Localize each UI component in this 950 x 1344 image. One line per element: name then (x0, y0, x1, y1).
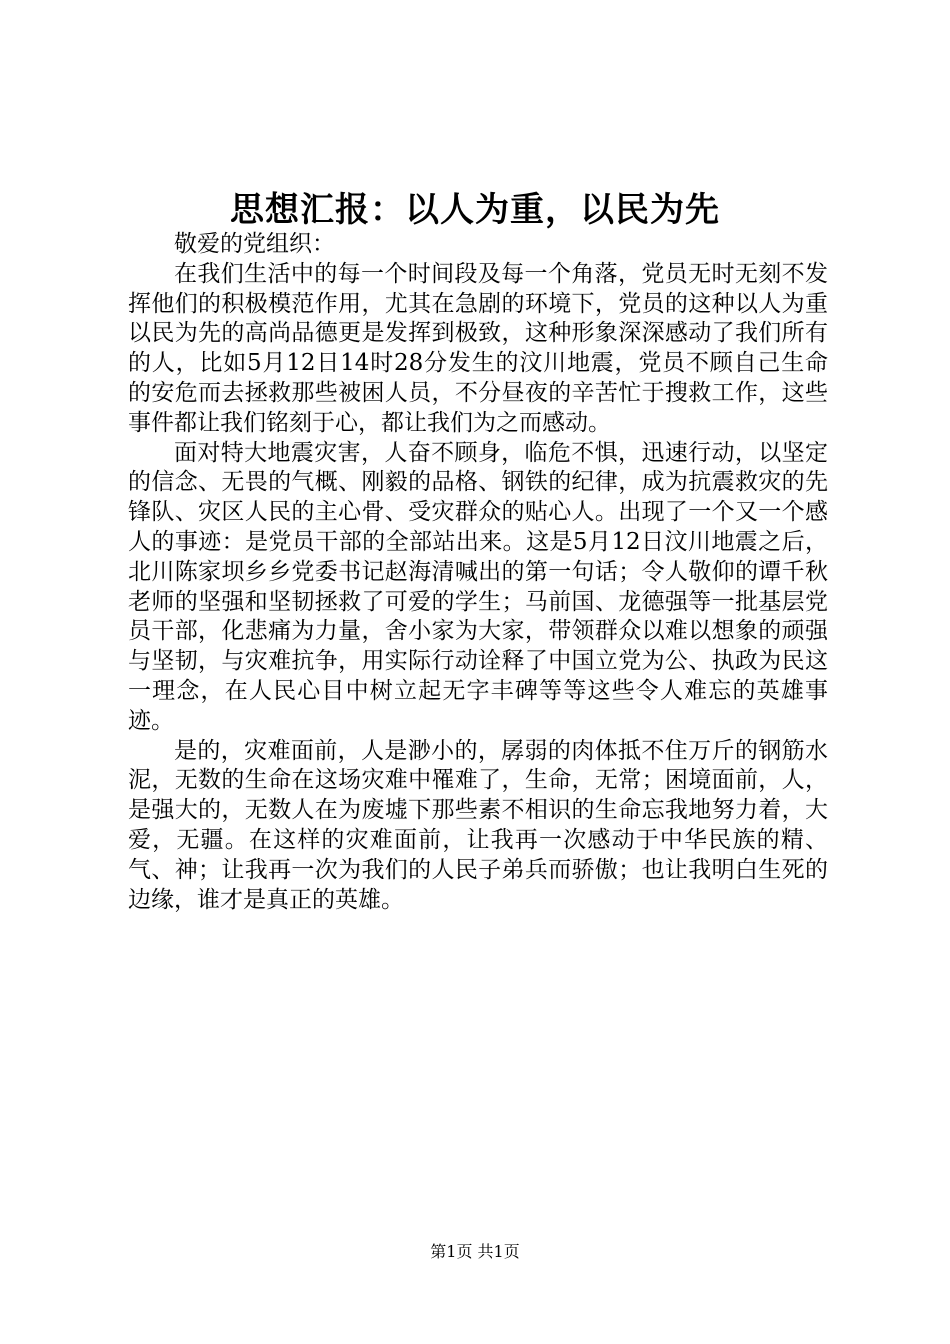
page-number-footer: 第1页 共1页 (430, 1242, 520, 1261)
greeting: 敬爱的党组织： (174, 231, 335, 257)
paragraph-2: 面对特大地震灾害，人奋不顾身，临危不惧，迅速行动，以坚定的信念、无畏的气概、刚毅的品格、钢铁的纪律，成为抗震救灾的先锋队、灾区人民的主心骨、受灾群众的贴心人。出现了一个又一个感人的事迹：是党员干部的全部站出来。这是5月12日汶川地震之后，北川陈家坝乡乡党委书记赵海清喊出的第一句话；令人敬仰的谭千秋老师的坚强和坚韧拯救了可爱的学生；马前国、龙德强等一批基层党员干部，化悲痛为力量，舍小家为大家，带领群众以难以想象的顽强与坚韧，与灾难抗争，用实际行动诠释了中国立党为公、执政为民这一理念，在人民心目中树立起无字丰碑等等这些令人难忘的英雄事迹。 (128, 439, 828, 734)
paragraph-3: 是的，灾难面前，人是渺小的，孱弱的肉体抵不住万斤的钢筋水泥，无数的生命在这场灾难中罹难了，生命，无常；困境面前，人，是强大的，无数人在为废墟下那些素不相识的生命忘我地努力着，大爱，无疆。在这样的灾难面前，让我再一次感动于中华民族的精、气、神；让我再一次为我们的人民子弟兵而骄傲；也让我明白生死的边缘，谁才是真正的英雄。 (128, 737, 828, 913)
paragraph-1: 在我们生活中的每一个时间段及每一个角落，党员无时无刻不发挥他们的积极模范作用，尤其在急剧的环境下，党员的这种以人为重以民为先的高尚品德更是发挥到极致，这种形象深深感动了我们所有的人，比如5月12日14时28分发生的汶川地震，党员不顾自己生命的安危而去拯救那些被困人员，不分昼夜的辛苦忙于搜救工作，这些事件都让我们铭刻于心，都让我们为之而感动。 (128, 260, 828, 436)
document-title: 思想汇报：以人为重，以民为先 (230, 190, 720, 230)
document-body (128, 230, 828, 915)
